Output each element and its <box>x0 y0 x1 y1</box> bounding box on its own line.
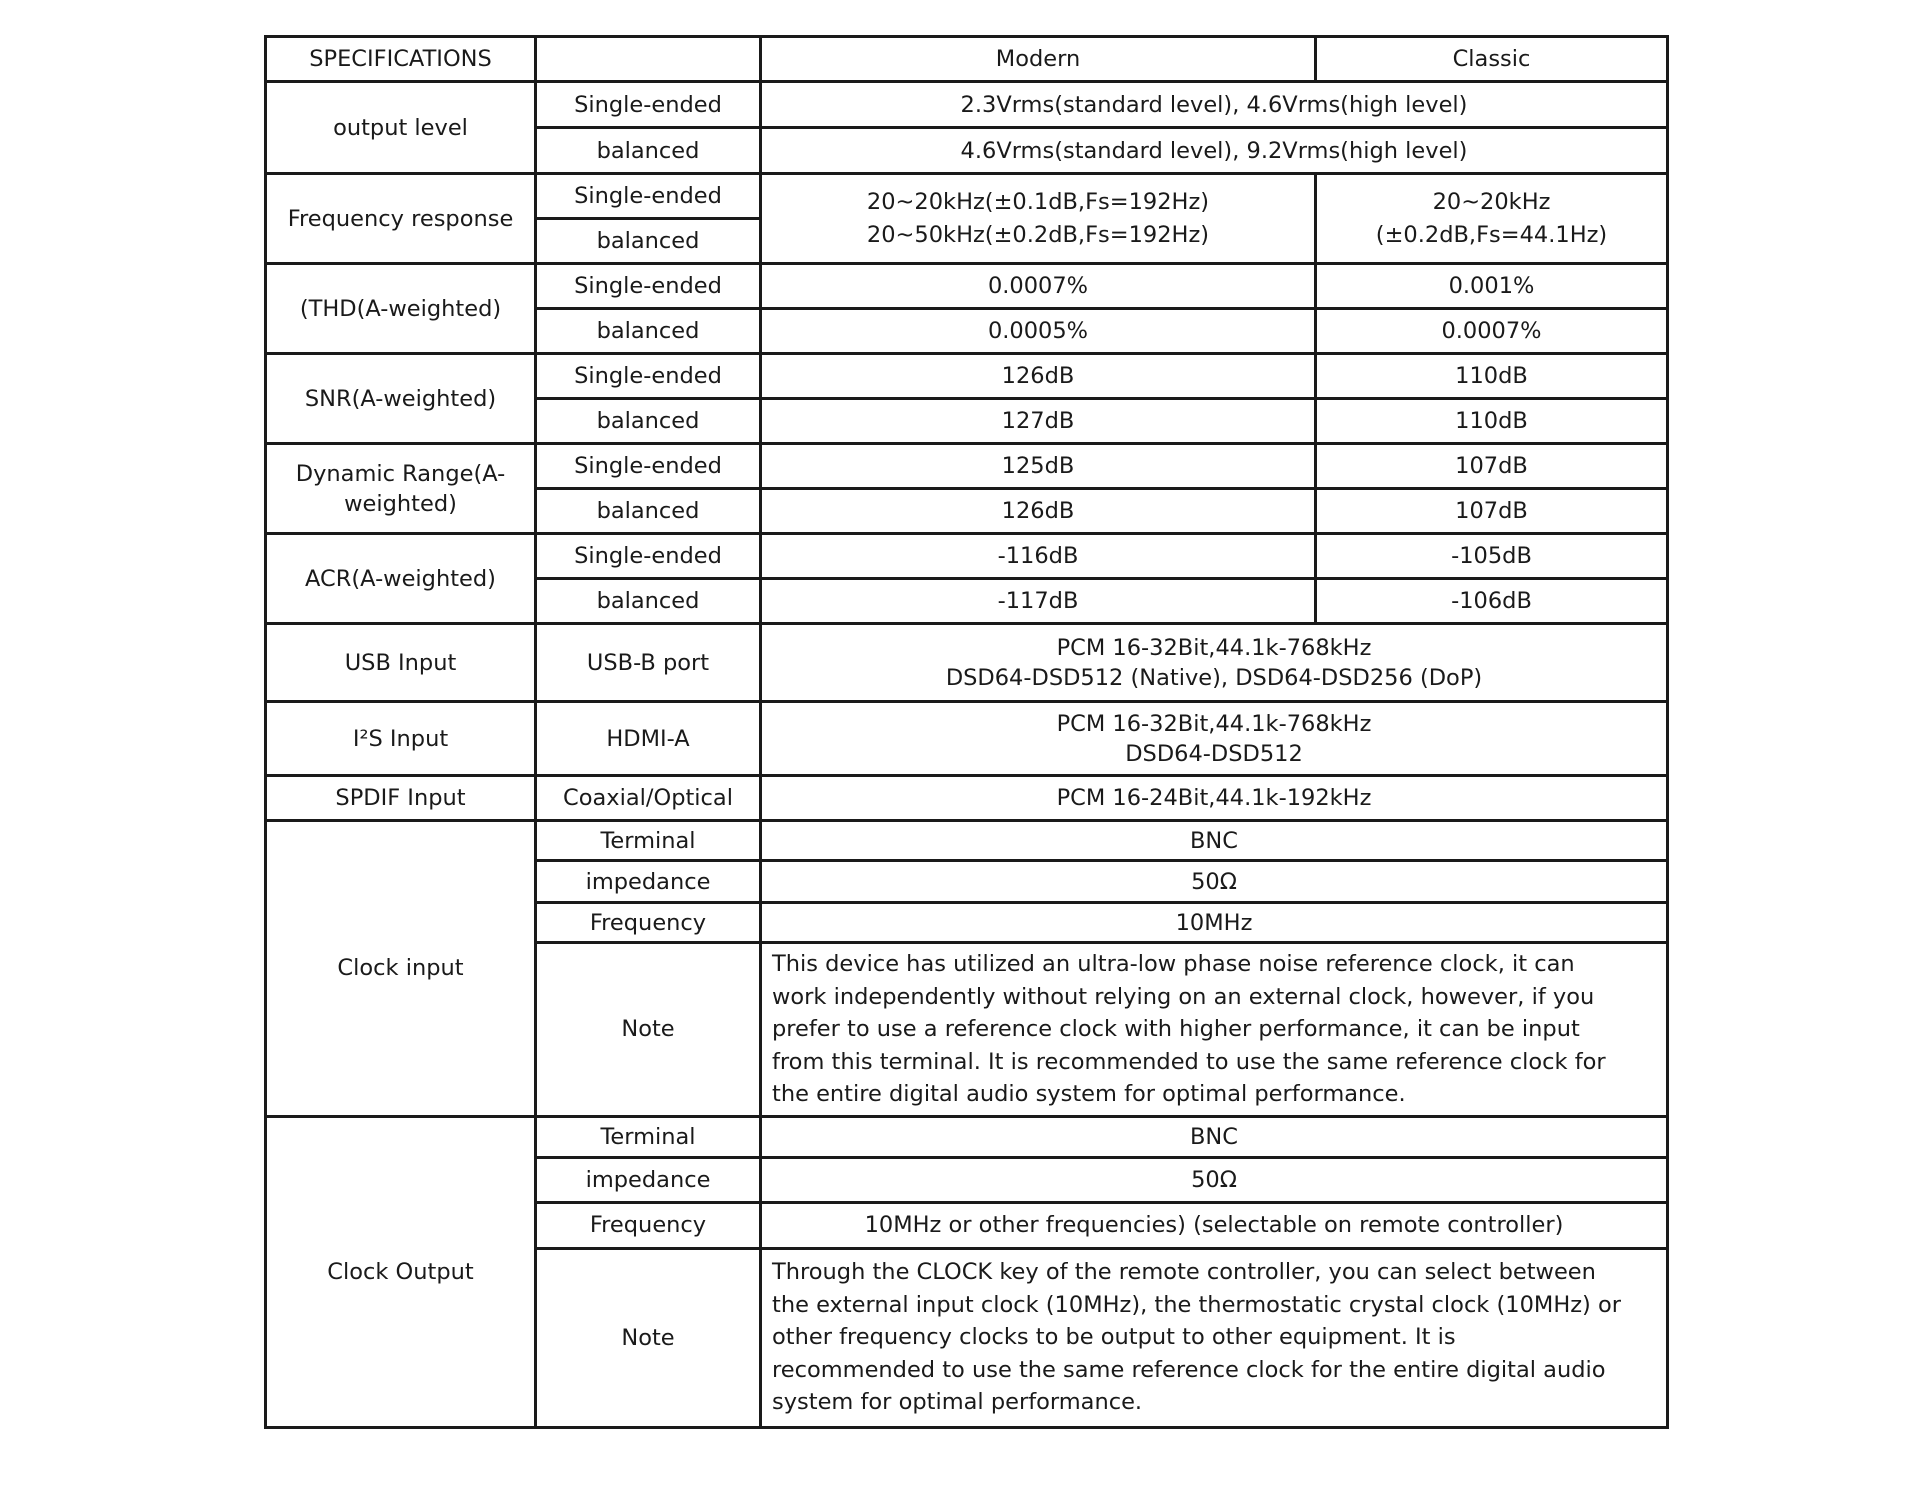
clock-input-note-label: Note <box>536 943 761 1117</box>
thd-single-classic: 0.001% <box>1316 264 1668 309</box>
frequency-response-classic-line1: 20~20kHz <box>1432 188 1551 215</box>
clock-input-note <box>761 943 1668 1117</box>
usb-input-label: USB Input <box>266 624 536 702</box>
snr-balanced-modern: 127dB <box>761 399 1316 444</box>
clock-output-note-line: system for optimal performance. <box>772 1389 1143 1416</box>
output-level-single-label: Single-ended <box>536 82 761 128</box>
acr-label: ACR(A-weighted) <box>266 534 536 624</box>
thd-single-row <box>266 264 1668 309</box>
output-level-balanced-label: balanced <box>536 128 761 174</box>
acr-single-modern: -116dB <box>761 534 1316 579</box>
clock-input-note-line: This device has utilized an ultra-low phase noise reference clock, it can <box>772 951 1575 977</box>
snr-single-label: Single-ended <box>536 354 761 399</box>
usb-input-row <box>266 624 1668 702</box>
usb-input-port: USB-B port <box>536 624 761 702</box>
snr-single-modern: 126dB <box>761 354 1316 399</box>
dynamic-range-balanced-label: balanced <box>536 489 761 534</box>
thd-single-modern: 0.0007% <box>761 264 1316 309</box>
clock-output-note-line: the external input clock (10MHz), the thermostatic crystal clock (10MHz) or <box>772 1291 1621 1318</box>
spdif-input-value: PCM 16-24Bit,44.1k-192kHz <box>761 776 1668 821</box>
clock-output-impedance-value: 50Ω <box>761 1157 1668 1202</box>
clock-output-note-line: other frequency clocks to be output to other equipment. It is <box>772 1324 1456 1351</box>
dynamic-range-label-line2: weighted) <box>344 490 457 517</box>
usb-input-value <box>761 624 1668 702</box>
spdif-input-row <box>266 776 1668 821</box>
frequency-response-single-label: Single-ended <box>536 174 761 219</box>
dynamic-range-single-row <box>266 444 1668 489</box>
acr-balanced-modern: -117dB <box>761 579 1316 624</box>
usb-input-value-line1: PCM 16-32Bit,44.1k-768kHz <box>1056 634 1372 661</box>
clock-output-terminal-row <box>266 1116 1668 1157</box>
clock-input-note-line: work independently without relying on an external clock, however, if you <box>772 983 1595 1010</box>
clock-output-terminal-value: BNC <box>761 1116 1668 1157</box>
clock-input-label: Clock input <box>266 821 536 1117</box>
i2s-input-value <box>761 702 1668 776</box>
i2s-input-value-line2: DSD64-DSD512 <box>1125 740 1303 767</box>
snr-single-classic: 110dB <box>1316 354 1668 399</box>
snr-balanced-classic: 110dB <box>1316 399 1668 444</box>
header-subcategory <box>536 37 761 82</box>
thd-balanced-label: balanced <box>536 309 761 354</box>
output-level-single-value: 2.3Vrms(standard level), 4.6Vrms(high level) <box>761 82 1668 128</box>
clock-output-terminal-label: Terminal <box>536 1116 761 1157</box>
clock-input-impedance-label: impedance <box>536 861 761 903</box>
i2s-input-row <box>266 702 1668 776</box>
snr-label: SNR(A-weighted) <box>266 354 536 444</box>
clock-input-frequency-label: Frequency <box>536 903 761 943</box>
thd-balanced-modern: 0.0005% <box>761 309 1316 354</box>
output-level-label: output level <box>266 82 536 174</box>
clock-output-impedance-label: impedance <box>536 1157 761 1202</box>
acr-balanced-classic: -106dB <box>1316 579 1668 624</box>
acr-single-label: Single-ended <box>536 534 761 579</box>
clock-input-note-line: from this terminal. It is recommended to use the same reference clock for <box>772 1048 1606 1075</box>
clock-input-terminal-row <box>266 821 1668 861</box>
clock-output-frequency-label: Frequency <box>536 1202 761 1248</box>
clock-input-note-line: the entire digital audio system for optimal performance. <box>772 1081 1406 1107</box>
frequency-response-balanced-label: balanced <box>536 219 761 264</box>
clock-input-impedance-value: 50Ω <box>761 861 1668 903</box>
snr-single-row <box>266 354 1668 399</box>
thd-single-label: Single-ended <box>536 264 761 309</box>
clock-output-note-line: Through the CLOCK key of the remote controller, you can select between <box>772 1259 1596 1286</box>
i2s-input-port: HDMI-A <box>536 702 761 776</box>
frequency-response-modern-values <box>761 174 1316 264</box>
specifications-table <box>264 35 1669 1429</box>
header-modern: Modern <box>761 37 1316 82</box>
spdif-input-label: SPDIF Input <box>266 776 536 821</box>
acr-single-row <box>266 534 1668 579</box>
clock-output-frequency-value: 10MHz or other frequencies) (selectable on remote controller) <box>761 1202 1668 1248</box>
frequency-response-single-row <box>266 174 1668 219</box>
clock-output-note <box>761 1248 1668 1427</box>
clock-input-terminal-label: Terminal <box>536 821 761 861</box>
i2s-input-value-line1: PCM 16-32Bit,44.1k-768kHz <box>1056 710 1372 737</box>
clock-output-note-label: Note <box>536 1248 761 1427</box>
frequency-response-single-modern: 20~20kHz(±0.1dB,Fs=192Hz) <box>866 188 1210 215</box>
clock-output-note-line: recommended to use the same reference clock for the entire digital audio <box>772 1356 1606 1383</box>
dynamic-range-balanced-classic: 107dB <box>1316 489 1668 534</box>
frequency-response-classic-line2: (±0.2dB,Fs=44.1Hz) <box>1375 221 1608 248</box>
thd-balanced-classic: 0.0007% <box>1316 309 1668 354</box>
acr-single-classic: -105dB <box>1316 534 1668 579</box>
acr-balanced-label: balanced <box>536 579 761 624</box>
frequency-response-label: Frequency response <box>266 174 536 264</box>
clock-output-label: Clock Output <box>266 1116 536 1427</box>
frequency-response-classic-value <box>1316 174 1668 264</box>
snr-balanced-label: balanced <box>536 399 761 444</box>
dynamic-range-single-modern: 125dB <box>761 444 1316 489</box>
dynamic-range-single-classic: 107dB <box>1316 444 1668 489</box>
thd-label: (THD(A-weighted) <box>266 264 536 354</box>
spdif-input-port: Coaxial/Optical <box>536 776 761 821</box>
clock-input-note-line: prefer to use a reference clock with higher performance, it can be input <box>772 1016 1580 1042</box>
header-classic: Classic <box>1316 37 1668 82</box>
header-row <box>266 37 1668 82</box>
dynamic-range-label-line1: Dynamic Range(A- <box>295 460 506 487</box>
usb-input-value-line2: DSD64-DSD512 (Native), DSD64-DSD256 (DoP) <box>945 664 1483 691</box>
dynamic-range-balanced-modern: 126dB <box>761 489 1316 534</box>
clock-input-terminal-value: BNC <box>761 821 1668 861</box>
output-level-single-row <box>266 82 1668 128</box>
output-level-balanced-value: 4.6Vrms(standard level), 9.2Vrms(high level) <box>761 128 1668 174</box>
clock-input-frequency-value: 10MHz <box>761 903 1668 943</box>
dynamic-range-label <box>266 444 536 534</box>
header-specifications: SPECIFICATIONS <box>266 37 536 82</box>
frequency-response-balanced-modern: 20~50kHz(±0.2dB,Fs=192Hz) <box>866 221 1210 248</box>
dynamic-range-single-label: Single-ended <box>536 444 761 489</box>
i2s-input-label: I²S Input <box>266 702 536 776</box>
